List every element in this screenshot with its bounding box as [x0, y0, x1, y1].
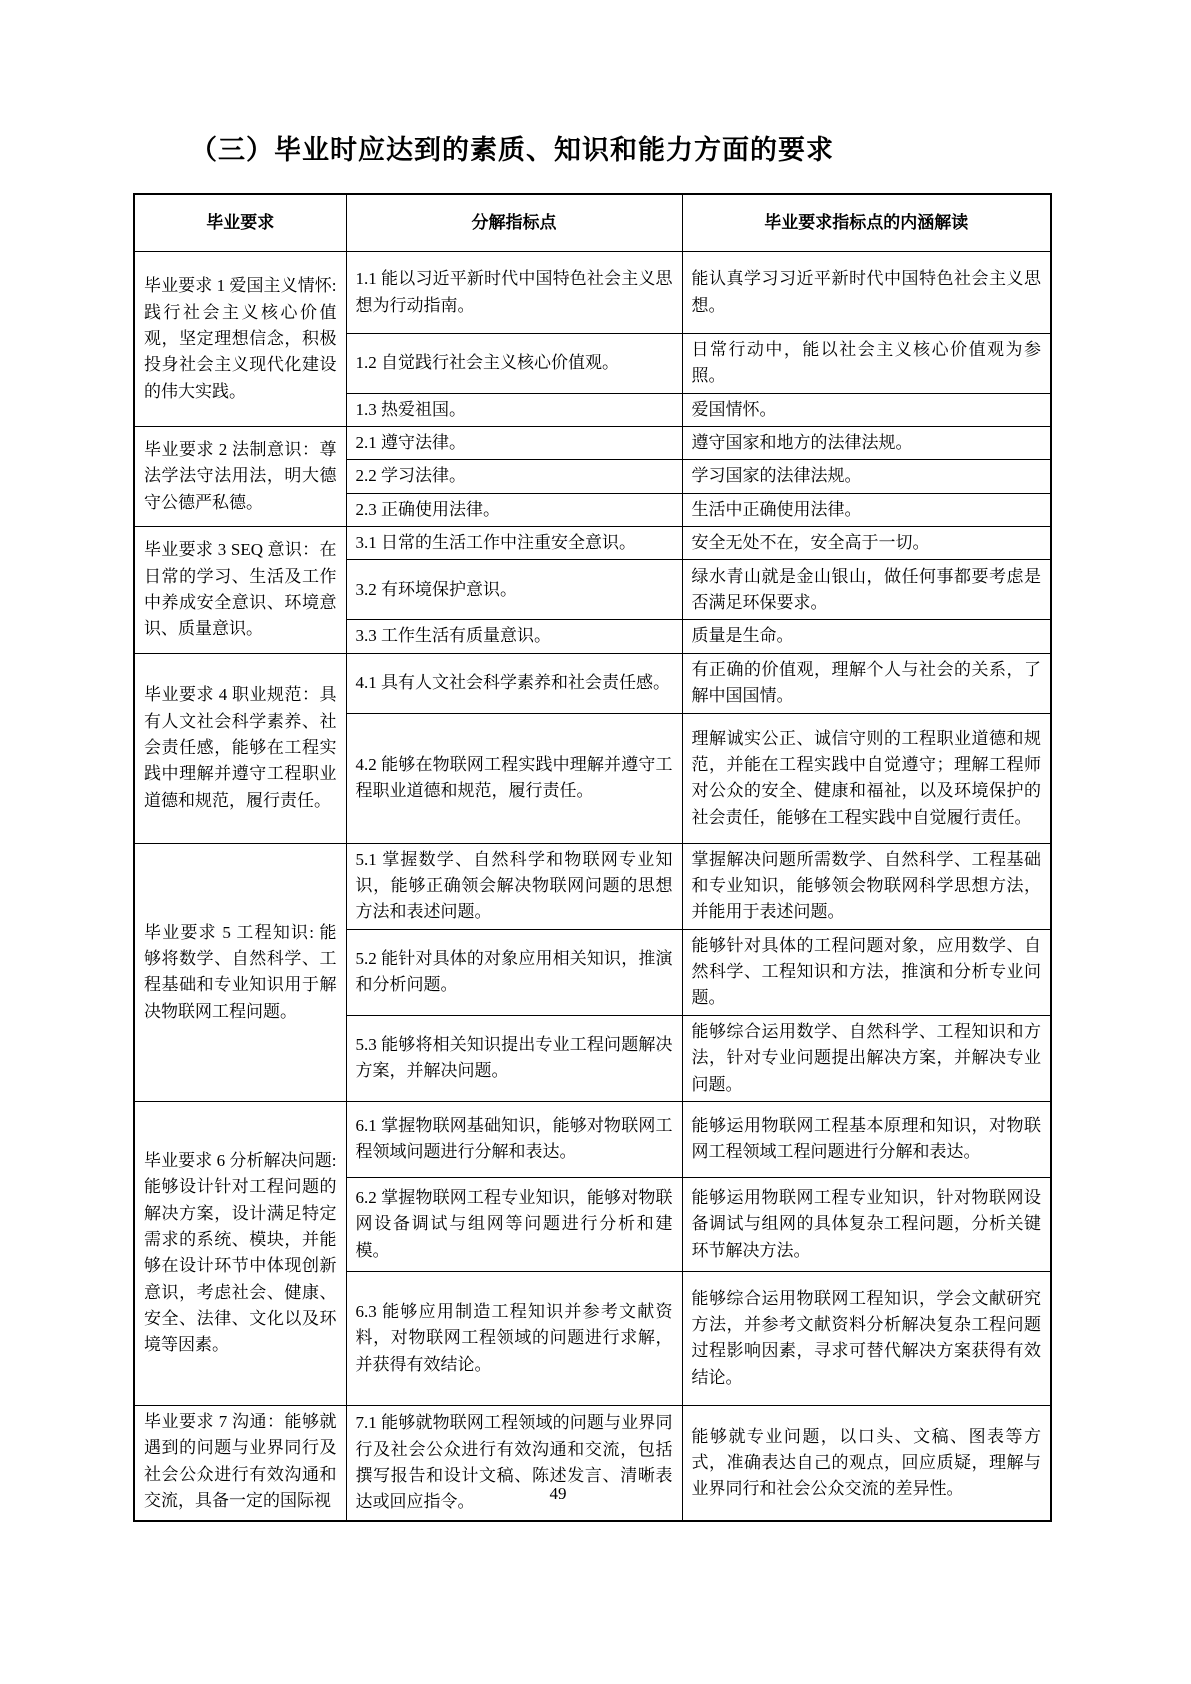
indicator-2-3: 2.3 正确使用法律。 — [346, 493, 682, 526]
graduation-requirements-table — [133, 193, 1052, 1522]
interpretation-3-2: 绿水青山就是金山银山，做任何事都要考虑是否满足环保要求。 — [682, 560, 1051, 620]
interpretation-6-3: 能够综合运用物联网工程知识，学会文献研究方法，并参考文献资料分析解决复杂工程问题过程影响因素，寻求可替代解决方案获得有效结论。 — [682, 1271, 1051, 1405]
interpretation-2-2: 学习国家的法律法规。 — [682, 460, 1051, 493]
interpretation-5-2: 能够针对具体的工程问题对象，应用数学、自然科学、工程知识和方法，推演和分析专业问题。 — [682, 929, 1051, 1015]
interpretation-3-3: 质量是生命。 — [682, 620, 1051, 653]
indicator-4-1: 4.1 具有人文社会科学素养和社会责任感。 — [346, 653, 682, 713]
interpretation-5-3: 能够综合运用数学、自然科学、工程知识和方法，针对专业问题提出解决方案，并解决专业问题。 — [682, 1015, 1051, 1101]
table-row — [134, 252, 1051, 334]
indicator-5-2: 5.2 能针对具体的对象应用相关知识，推演和分析问题。 — [346, 929, 682, 1015]
indicator-6-2: 6.2 掌握物联网工程专业知识，能够对物联网设备调试与组网等问题进行分析和建模。 — [346, 1177, 682, 1271]
table-row — [134, 427, 1051, 460]
interpretation-4-2: 理解诚实公正、诚信守则的工程职业道德和规范，并能在工程实践中自觉遵守；理解工程师对公众的安全、健康和福祉，以及环境保护的社会责任，能够在工程实践中自觉履行责任。 — [682, 713, 1051, 843]
indicator-4-2: 4.2 能够在物联网工程实践中理解并遵守工程职业道德和规范，履行责任。 — [346, 713, 682, 843]
table-row — [134, 527, 1051, 560]
interpretation-7-1: 能够就专业问题，以口头、文稿、图表等方式，准确表达自己的观点，回应质疑，理解与业界同行和社会公众交流的差异性。 — [682, 1405, 1051, 1521]
indicator-6-1: 6.1 掌握物联网基础知识，能够对物联网工程领域问题进行分解和表达。 — [346, 1101, 682, 1177]
interpretation-3-1: 安全无处不在，安全高于一切。 — [682, 527, 1051, 560]
indicator-1-2: 1.2 自觉践行社会主义核心价值观。 — [346, 334, 682, 394]
interpretation-6-2: 能够运用物联网工程专业知识，针对物联网设备调试与组网的具体复杂工程问题，分析关键环节解决方法。 — [682, 1177, 1051, 1271]
requirement-2: 毕业要求 2 法制意识：尊法学法守法用法，明大德守公德严私德。 — [134, 427, 346, 527]
table-row — [134, 1101, 1051, 1177]
interpretation-1-3: 爱国情怀。 — [682, 393, 1051, 426]
page-title: （三）毕业时应达到的素质、知识和能力方面的要求 — [190, 135, 834, 165]
interpretation-6-1: 能够运用物联网工程基本原理和知识，对物联网工程领域工程问题进行分解和表达。 — [682, 1101, 1051, 1177]
interpretation-2-3: 生活中正确使用法律。 — [682, 493, 1051, 526]
header-indicator: 分解指标点 — [346, 194, 682, 252]
header-requirement: 毕业要求 — [134, 194, 346, 252]
table-row — [134, 843, 1051, 929]
table-row — [134, 653, 1051, 713]
header-interpretation: 毕业要求指标点的内涵解读 — [682, 194, 1051, 252]
interpretation-2-1: 遵守国家和地方的法律法规。 — [682, 427, 1051, 460]
interpretation-1-2: 日常行动中，能以社会主义核心价值观为参照。 — [682, 334, 1051, 394]
interpretation-1-1: 能认真学习习近平新时代中国特色社会主义思想。 — [682, 252, 1051, 334]
requirement-5: 毕业要求 5 工程知识: 能够将数学、自然科学、工程基础和专业知识用于解决物联网工程问题。 — [134, 843, 346, 1101]
indicator-3-1: 3.1 日常的生活工作中注重安全意识。 — [346, 527, 682, 560]
requirement-7: 毕业要求 7 沟通：能够就遇到的问题与业界同行及社会公众进行有效沟通和交流，具备一定的国际视 — [134, 1405, 346, 1521]
indicator-2-1: 2.1 遵守法律。 — [346, 427, 682, 460]
indicator-3-2: 3.2 有环境保护意识。 — [346, 560, 682, 620]
indicator-1-3: 1.3 热爱祖国。 — [346, 393, 682, 426]
indicator-7-1: 7.1 能够就物联网工程领域的问题与业界同行及社会公众进行有效沟通和交流，包括撰写报告和设计文稿、陈述发言、清晰表达或回应指令。 — [346, 1405, 682, 1521]
requirement-3: 毕业要求 3 SEQ 意识：在日常的学习、生活及工作中养成安全意识、环境意识、质量意识。 — [134, 527, 346, 654]
indicator-6-3: 6.3 能够应用制造工程知识并参考文献资料，对物联网工程领域的问题进行求解，并获得有效结论。 — [346, 1271, 682, 1405]
indicator-5-1: 5.1 掌握数学、自然科学和物联网专业知识，能够正确领会解决物联网问题的思想方法和表述问题。 — [346, 843, 682, 929]
table-header-row — [134, 194, 1051, 252]
indicator-1-1: 1.1 能以习近平新时代中国特色社会主义思想为行动指南。 — [346, 252, 682, 334]
interpretation-5-1: 掌握解决问题所需数学、自然科学、工程基础和专业知识，能够领会物联网科学思想方法，并能用于表述问题。 — [682, 843, 1051, 929]
requirement-4: 毕业要求 4 职业规范：具有人文社会科学素养、社会责任感，能够在工程实践中理解并遵守工程职业道德和规范，履行责任。 — [134, 653, 346, 843]
indicator-3-3: 3.3 工作生活有质量意识。 — [346, 620, 682, 653]
indicator-5-3: 5.3 能够将相关知识提出专业工程问题解决方案，并解决问题。 — [346, 1015, 682, 1101]
interpretation-4-1: 有正确的价值观，理解个人与社会的关系，了解中国国情。 — [682, 653, 1051, 713]
page-number: 49 — [549, 1484, 567, 1503]
requirement-1: 毕业要求 1 爱国主义情怀: 践行社会主义核心价值观，坚定理想信念，积极投身社会主义现代化建设的伟大实践。 — [134, 252, 346, 427]
indicator-2-2: 2.2 学习法律。 — [346, 460, 682, 493]
requirement-6: 毕业要求 6 分析解决问题: 能够设计针对工程问题的解决方案，设计满足特定需求的系统、模块，并能够在设计环节中体现创新意识，考虑社会、健康、安全、法律、文化以及环境等因素。 — [134, 1101, 346, 1405]
